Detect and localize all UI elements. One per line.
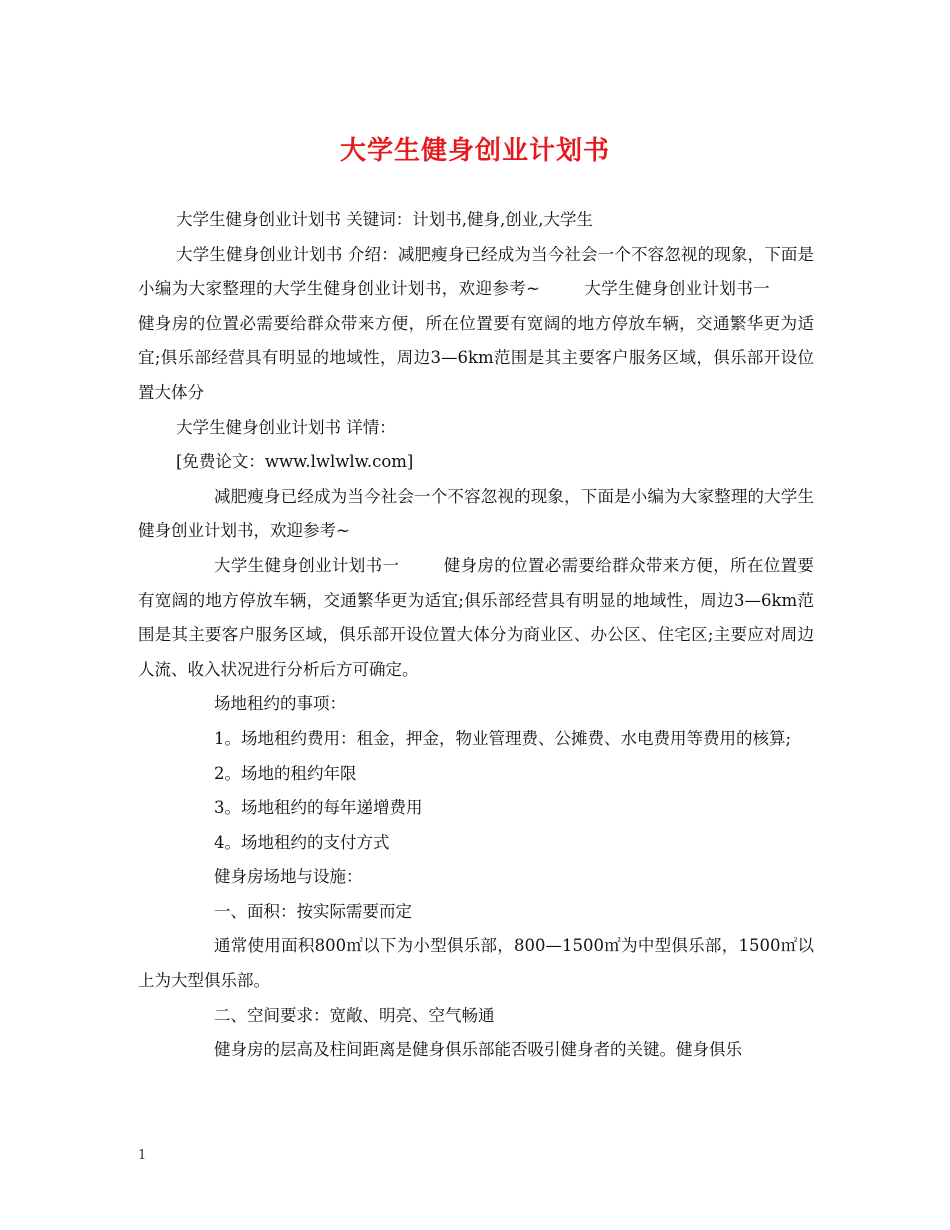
lease-item-3: 3。场地租约的每年递增费用 bbox=[214, 798, 423, 818]
lease-item-2: 2。场地的租约年限 bbox=[214, 763, 357, 783]
area-heading: 一、面积：按实际需要而定 bbox=[214, 901, 412, 921]
space-paragraph: 健身房的层高及柱间距离是健身俱乐部能否吸引健身者的关键。健身俱乐 bbox=[214, 1040, 742, 1060]
intro-text-b: 大学生健身创业计划书一 bbox=[583, 279, 771, 299]
intro-text-a: 大学生健身创业计划书 介绍：减肥瘦身已经成为当今社会一个不容忽视的现象，下面是小编为大家整理的大学生健身创业计划书，欢迎参考~ bbox=[138, 244, 814, 299]
body-paragraph-2-text: 健身房的位置必需要给群众带来方便，所在位置要有宽阔的地方停放车辆，交通繁华更为适宜;俱乐部经营具有明显的地域性，周边3—6km范围是其主要客户服务区域，俱乐部开设位置大体分为商业区、办公区、住宅区;主要应对周边人流、收入状况进行分析后方可确定。 bbox=[138, 555, 815, 679]
space-heading: 二、空间要求：宽敞、明亮、空气畅通 bbox=[214, 1005, 495, 1025]
body-paragraph-2 bbox=[138, 549, 814, 687]
facility-heading: 健身房场地与设施： bbox=[214, 867, 363, 887]
document-body bbox=[138, 203, 814, 1068]
lease-item-1: 1。场地租约费用：租金，押金，物业管理费、公摊费、水电费用等费用的核算; bbox=[214, 728, 792, 748]
details-paragraph: 大学生健身创业计划书 详情： bbox=[176, 417, 396, 437]
area-paragraph: 通常使用面积800㎡以下为小型俱乐部，800—1500㎡为中型俱乐部，1500㎡以上为大型俱乐部。 bbox=[138, 936, 814, 991]
page-number: 1 bbox=[138, 1148, 147, 1163]
keywords-paragraph: 大学生健身创业计划书 关键词：计划书,健身,创业,大学生 bbox=[176, 210, 593, 229]
lease-heading: 场地租约的事项： bbox=[214, 694, 346, 714]
intro-text-c: 健身房的位置必需要给群众带来方便，所在位置要有宽阔的地方停放车辆，交通繁华更为适宜;俱乐部经营具有明显的地域性，周边3—6km范围是其主要客户服务区域，俱乐部开设位置大体分 bbox=[138, 313, 814, 402]
document-title: 大学生健身创业计划书 bbox=[339, 136, 610, 166]
body-paragraph-2-heading: 大学生健身创业计划书一 bbox=[214, 555, 400, 575]
source-link[interactable]: [免费论文：www.lwlwlw.com] bbox=[176, 452, 414, 472]
intro-paragraph bbox=[138, 238, 814, 411]
lease-item-4: 4。场地租约的支付方式 bbox=[214, 832, 390, 852]
body-paragraph-1: 减肥瘦身已经成为当今社会一个不容忽视的现象，下面是小编为大家整理的大学生健身创业计划书，欢迎参考~ bbox=[138, 486, 814, 541]
